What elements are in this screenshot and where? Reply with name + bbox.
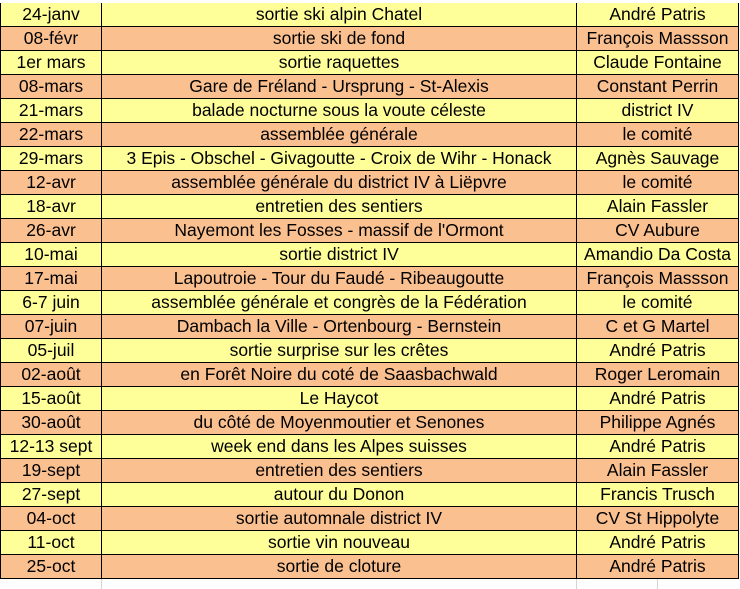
- table-row: [1, 435, 739, 459]
- date-cell[interactable]: 08-mars: [1, 75, 102, 99]
- date-cell[interactable]: 17-mai: [1, 267, 102, 291]
- leader-cell[interactable]: Agnès Sauvage: [577, 147, 739, 171]
- date-cell[interactable]: 24-janv: [1, 3, 102, 27]
- date-cell[interactable]: 04-oct: [1, 507, 102, 531]
- activity-cell[interactable]: Le Haycot: [102, 387, 577, 411]
- table-row: [1, 171, 739, 195]
- table-row: [1, 267, 739, 291]
- date-cell[interactable]: 1er mars: [1, 51, 102, 75]
- activity-cell[interactable]: du côté de Moyenmoutier et Senones: [102, 411, 577, 435]
- table-row: [1, 339, 739, 363]
- table-row: [1, 387, 739, 411]
- table-row: [1, 51, 739, 75]
- spreadsheet-grid-tail: [0, 579, 740, 589]
- activity-cell[interactable]: assemblée générale: [102, 123, 577, 147]
- leader-cell[interactable]: André Patris: [577, 387, 739, 411]
- date-cell[interactable]: 18-avr: [1, 195, 102, 219]
- leader-cell[interactable]: François Massson: [577, 27, 739, 51]
- date-cell[interactable]: 15-août: [1, 387, 102, 411]
- leader-cell[interactable]: Alain Fassler: [577, 195, 739, 219]
- activity-cell[interactable]: week end dans les Alpes suisses: [102, 435, 577, 459]
- schedule-table: [0, 3, 739, 579]
- activity-cell[interactable]: Dambach la Ville - Ortenbourg - Bernstein: [102, 315, 577, 339]
- leader-cell[interactable]: André Patris: [577, 339, 739, 363]
- table-row: [1, 483, 739, 507]
- table-row: [1, 3, 739, 27]
- activity-cell[interactable]: Gare de Fréland - Ursprung - St-Alexis: [102, 75, 577, 99]
- leader-cell[interactable]: André Patris: [577, 435, 739, 459]
- activity-cell[interactable]: assemblée générale et congrès de la Fédération: [102, 291, 577, 315]
- table-row: [1, 291, 739, 315]
- activity-cell[interactable]: en Forêt Noire du coté de Saasbachwald: [102, 363, 577, 387]
- activity-cell[interactable]: sortie raquettes: [102, 51, 577, 75]
- table-row: [1, 555, 739, 579]
- activity-cell[interactable]: balade nocturne sous la voute céleste: [102, 99, 577, 123]
- leader-cell[interactable]: André Patris: [577, 531, 739, 555]
- leader-cell[interactable]: le comité: [577, 123, 739, 147]
- activity-cell[interactable]: assemblée générale du district IV à Liëpvre: [102, 171, 577, 195]
- date-cell[interactable]: 12-13 sept: [1, 435, 102, 459]
- activity-cell[interactable]: sortie de cloture: [102, 555, 577, 579]
- activity-cell[interactable]: sortie surprise sur les crêtes: [102, 339, 577, 363]
- schedule-body: [1, 3, 739, 579]
- table-row: [1, 147, 739, 171]
- leader-cell[interactable]: Constant Perrin: [577, 75, 739, 99]
- leader-cell[interactable]: Roger Leromain: [577, 363, 739, 387]
- activity-cell[interactable]: sortie automnale district IV: [102, 507, 577, 531]
- leader-cell[interactable]: district IV: [577, 99, 739, 123]
- leader-cell[interactable]: le comité: [577, 291, 739, 315]
- table-row: [1, 195, 739, 219]
- table-row: [1, 75, 739, 99]
- table-row: [1, 27, 739, 51]
- date-cell[interactable]: 27-sept: [1, 483, 102, 507]
- activity-cell[interactable]: autour du Donon: [102, 483, 577, 507]
- date-cell[interactable]: 29-mars: [1, 147, 102, 171]
- table-row: [1, 315, 739, 339]
- date-cell[interactable]: 02-août: [1, 363, 102, 387]
- leader-cell[interactable]: François Massson: [577, 267, 739, 291]
- date-cell[interactable]: 30-août: [1, 411, 102, 435]
- leader-cell[interactable]: Claude Fontaine: [577, 51, 739, 75]
- table-row: [1, 411, 739, 435]
- table-row: [1, 459, 739, 483]
- table-row: [1, 363, 739, 387]
- date-cell[interactable]: 19-sept: [1, 459, 102, 483]
- date-cell[interactable]: 10-mai: [1, 243, 102, 267]
- activity-cell[interactable]: sortie ski alpin Chatel: [102, 3, 577, 27]
- leader-cell[interactable]: CV St Hippolyte: [577, 507, 739, 531]
- leader-cell[interactable]: CV Aubure: [577, 219, 739, 243]
- date-cell[interactable]: 26-avr: [1, 219, 102, 243]
- date-cell[interactable]: 21-mars: [1, 99, 102, 123]
- date-cell[interactable]: 22-mars: [1, 123, 102, 147]
- leader-cell[interactable]: Philippe Agnés: [577, 411, 739, 435]
- leader-cell[interactable]: Amandio Da Costa: [577, 243, 739, 267]
- table-row: [1, 219, 739, 243]
- leader-cell[interactable]: André Patris: [577, 3, 739, 27]
- leader-cell[interactable]: Francis Trusch: [577, 483, 739, 507]
- activity-cell[interactable]: Lapoutroie - Tour du Faudé - Ribeaugoutte: [102, 267, 577, 291]
- activity-cell[interactable]: entretien des sentiers: [102, 459, 577, 483]
- date-cell[interactable]: 11-oct: [1, 531, 102, 555]
- activity-cell[interactable]: sortie vin nouveau: [102, 531, 577, 555]
- table-row: [1, 507, 739, 531]
- date-cell[interactable]: 6-7 juin: [1, 291, 102, 315]
- table-row: [1, 531, 739, 555]
- date-cell[interactable]: 07-juin: [1, 315, 102, 339]
- activity-cell[interactable]: sortie ski de fond: [102, 27, 577, 51]
- activity-cell[interactable]: Nayemont les Fosses - massif de l'Ormont: [102, 219, 577, 243]
- activity-cell[interactable]: entretien des sentiers: [102, 195, 577, 219]
- table-row: [1, 99, 739, 123]
- date-cell[interactable]: 05-juil: [1, 339, 102, 363]
- activity-cell[interactable]: sortie district IV: [102, 243, 577, 267]
- date-cell[interactable]: 08-févr: [1, 27, 102, 51]
- activity-cell[interactable]: 3 Epis - Obschel - Givagoutte - Croix de Wihr - Honack: [102, 147, 577, 171]
- leader-cell[interactable]: C et G Martel: [577, 315, 739, 339]
- leader-cell[interactable]: André Patris: [577, 555, 739, 579]
- date-cell[interactable]: 25-oct: [1, 555, 102, 579]
- leader-cell[interactable]: Alain Fassler: [577, 459, 739, 483]
- date-cell[interactable]: 12-avr: [1, 171, 102, 195]
- leader-cell[interactable]: le comité: [577, 171, 739, 195]
- table-row: [1, 243, 739, 267]
- table-row: [1, 123, 739, 147]
